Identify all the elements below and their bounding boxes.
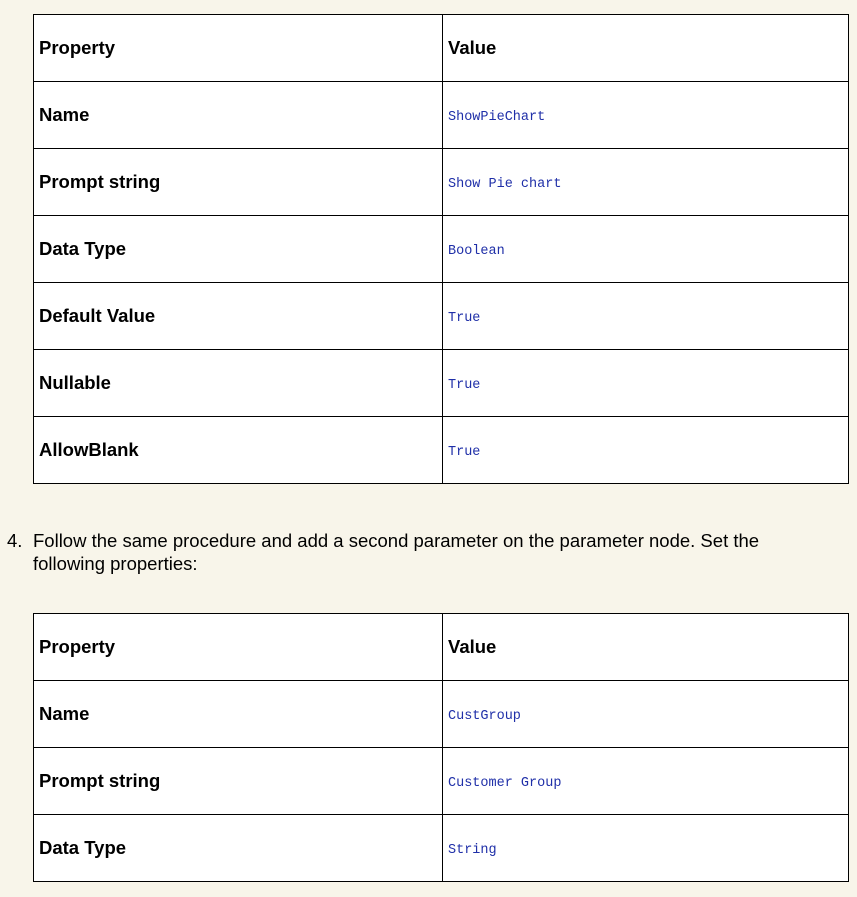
- property-name-cell: Default Value: [34, 283, 443, 350]
- property-value-cell: [443, 350, 849, 417]
- property-value-cell: [443, 82, 849, 149]
- property-value: Boolean: [448, 244, 505, 259]
- property-value-cell: [443, 815, 849, 882]
- property-value-cell: [443, 283, 849, 350]
- table-row: [34, 815, 849, 882]
- property-value: True: [448, 445, 481, 460]
- property-value-cell: [443, 149, 849, 216]
- property-value: True: [448, 311, 481, 326]
- property-name-cell: Name: [34, 82, 443, 149]
- table-row: [34, 149, 849, 216]
- property-value-cell: [443, 216, 849, 283]
- table-row: [34, 417, 849, 484]
- table-header-row: [34, 614, 849, 681]
- header-property: Property: [34, 15, 443, 82]
- header-value: Value: [443, 15, 849, 82]
- property-value: Customer Group: [448, 776, 562, 791]
- table-row: [34, 82, 849, 149]
- table-row: [34, 748, 849, 815]
- step-number: 4.: [7, 530, 23, 551]
- property-value: True: [448, 378, 481, 393]
- property-value: ShowPieChart: [448, 110, 546, 125]
- property-name-cell: Prompt string: [34, 149, 443, 216]
- property-value-cell: [443, 681, 849, 748]
- property-value-cell: [443, 417, 849, 484]
- property-name-cell: Prompt string: [34, 748, 443, 815]
- header-property: Property: [34, 614, 443, 681]
- property-name-cell: Data Type: [34, 815, 443, 882]
- property-name-cell: Data Type: [34, 216, 443, 283]
- property-name-cell: AllowBlank: [34, 417, 443, 484]
- table-row: [34, 350, 849, 417]
- property-value: CustGroup: [448, 709, 521, 724]
- table-header-row: [34, 15, 849, 82]
- properties-table-2: [33, 613, 849, 882]
- property-value-cell: [443, 748, 849, 815]
- table-row: [34, 681, 849, 748]
- table-row: [34, 283, 849, 350]
- property-value: Show Pie chart: [448, 177, 562, 192]
- property-name-cell: Nullable: [34, 350, 443, 417]
- step-text: Follow the same procedure and add a second parameter on the parameter node. Set the following properties:: [33, 530, 760, 574]
- header-value: Value: [443, 614, 849, 681]
- property-value: String: [448, 843, 497, 858]
- property-name-cell: Name: [34, 681, 443, 748]
- properties-table-1: [33, 14, 849, 484]
- table-row: [34, 216, 849, 283]
